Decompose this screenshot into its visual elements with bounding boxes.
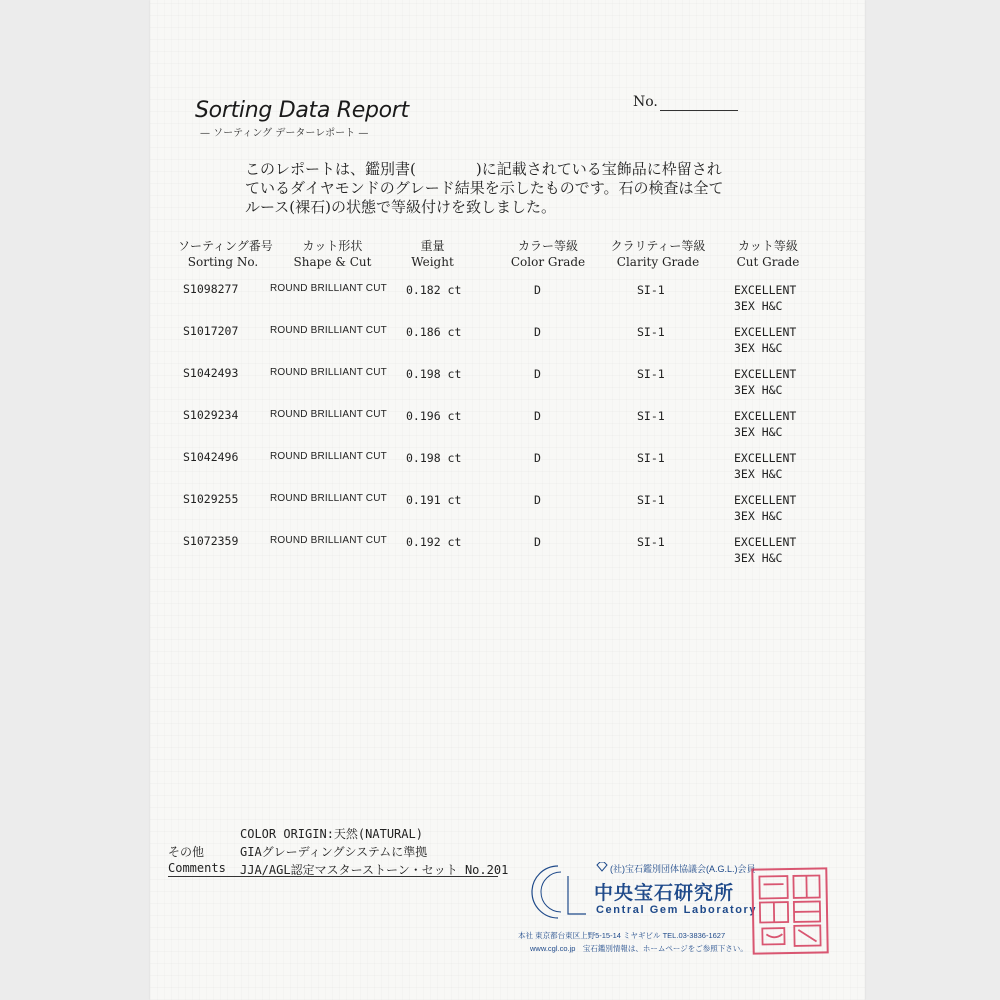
report-subtitle: — ソーティング データーレポート — [200,128,369,139]
association-text: (社)宝石鑑別団体協議会(A.G.L.)会員 [610,864,756,874]
weight: 0.198 ct [406,451,462,465]
header-sorting-no: ソーティング番号 Sorting No. [178,239,273,269]
shape-cut: ROUND BRILLIANT CUT [270,325,387,336]
shape-cut: ROUND BRILLIANT CUT [270,409,387,420]
shape-cut: ROUND BRILLIANT CUT [270,367,387,378]
sorting-number: S1042493 [183,366,239,380]
intro-line: このレポートは、鑑別書( )に記載されている宝飾品に枠留され [245,160,722,178]
lab-address: 本社 東京都台東区上野5-15-14 ミヤギビル TEL.03-3836-1627 [518,931,726,940]
comments-label-jp: その他 [168,845,205,859]
comment-color-origin: COLOR ORIGIN:天然(NATURAL) [240,827,423,841]
color-grade: D [534,325,541,339]
cut-grade: EXCELLENT 3EX H&C [734,493,797,523]
sorting-number: S1098277 [183,282,239,296]
weight: 0.196 ct [406,409,462,423]
comment-master-stone: JJA/AGL認定マスターストーン・セット No.201 [240,863,509,877]
report-title: Sorting Data Report [195,98,409,123]
clarity-grade: SI-1 [637,451,665,465]
color-grade: D [534,493,541,507]
intro-line: ているダイヤモンドのグレード結果を示したものです。石の検査は全て [245,179,724,197]
clarity-grade: SI-1 [637,283,665,297]
clarity-grade: SI-1 [637,493,665,507]
shape-cut: ROUND BRILLIANT CUT [270,535,387,546]
weight: 0.192 ct [406,535,462,549]
header-shape-cut: カット形状 Shape & Cut [293,239,372,269]
diamond-icon [596,862,608,872]
cut-grade: EXCELLENT 3EX H&C [734,367,797,397]
report-number-line [660,110,738,111]
seal-stamp-icon [753,869,826,952]
sorting-number: S1072359 [183,534,239,548]
header-cut-grade: カット等級 Cut Grade [736,239,800,269]
color-grade: D [534,409,541,423]
header-clarity-grade: クラリティー等級 Clarity Grade [610,239,706,269]
cut-grade: EXCELLENT 3EX H&C [734,325,797,355]
shape-cut: ROUND BRILLIANT CUT [270,283,387,294]
color-grade: D [534,535,541,549]
weight: 0.186 ct [406,325,462,339]
weight: 0.191 ct [406,493,462,507]
cut-grade: EXCELLENT 3EX H&C [734,451,797,481]
intro-line: ルース(裸石)の状態で等級付けを致しました。 [245,198,556,216]
clarity-grade: SI-1 [637,367,665,381]
color-grade: D [534,451,541,465]
header-weight: 重量 Weight [411,239,454,269]
cut-grade: EXCELLENT 3EX H&C [734,535,797,565]
clarity-grade: SI-1 [637,325,665,339]
shape-cut: ROUND BRILLIANT CUT [270,493,387,504]
sorting-number: S1017207 [183,324,239,338]
lab-website: www.cgl.co.jp 宝石鑑別情報は、ホームページをご参照下さい。 [530,944,748,953]
clarity-grade: SI-1 [637,409,665,423]
report-number-label: No. [633,94,658,110]
weight: 0.182 ct [406,283,462,297]
weight: 0.198 ct [406,367,462,381]
color-grade: D [534,367,541,381]
intro-paragraph [245,160,765,217]
cut-grade: EXCELLENT 3EX H&C [734,283,797,313]
comments-underline [168,876,498,877]
sorting-number: S1029255 [183,492,239,506]
lab-name-jp: 中央宝石研究所 [594,883,735,904]
cut-grade: EXCELLENT 3EX H&C [734,409,797,439]
clarity-grade: SI-1 [637,535,665,549]
sorting-number: S1029234 [183,408,239,422]
comments-label-en: Comments [168,861,226,875]
color-grade: D [534,283,541,297]
comment-gia-system: GIAグレーディングシステムに準拠 [240,845,428,859]
header-color-grade: カラー等級 Color Grade [510,239,586,269]
sorting-number: S1042496 [183,450,239,464]
cgl-logo-icon [528,862,590,924]
shape-cut: ROUND BRILLIANT CUT [270,451,387,462]
seal-stamp [751,867,828,954]
lab-name-en: Central Gem Laboratory [596,904,758,916]
